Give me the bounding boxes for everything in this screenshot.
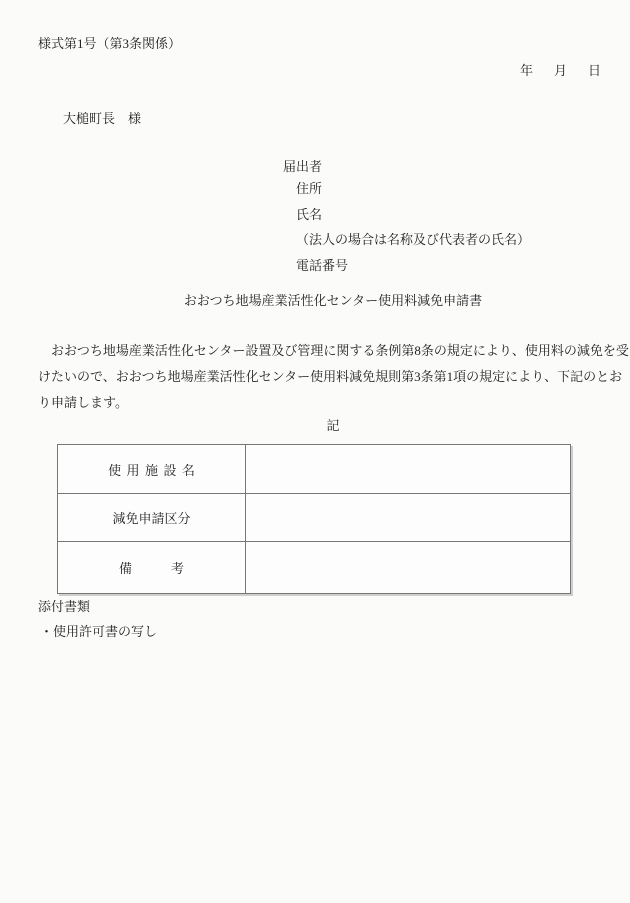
table-row [58,542,571,594]
exemption-category-label: 減免申請区分 [58,494,246,542]
ki-heading: 記 [326,418,340,433]
date-day-label: 日 [587,63,601,78]
facility-name-label: 使用施設名 [58,445,246,494]
application-table [57,444,571,594]
body-line: けたいので、おおつち地場産業活性化センター使用料減免規則第3条第1項の規定により、下記のとお [38,369,623,384]
facility-name-value-cell [246,445,571,494]
body-paragraph [38,338,629,416]
date-line [0,60,601,79]
applicant-fields [296,176,530,278]
attachments-heading: 添付書類 [38,599,91,614]
applicant-field-phone: 電話番号 [296,257,349,273]
date-month-label: 月 [553,63,567,78]
remarks-label: 備 考 [58,542,246,594]
form-number: 様式第1号（第3条関係） [38,36,182,51]
addressee: 大槌町長 様 [63,111,142,126]
document-title: おおつち地場産業活性化センター使用料減免申請書 [183,293,483,308]
body-line: おおつち地場産業活性化センター設置及び管理に関する条例第8条の規定により、使用料の減免を受 [38,343,629,358]
date-year-label: 年 [519,63,533,78]
table-row [58,494,571,542]
table-row [58,445,571,494]
attachment-item: ・使用許可書の写し [40,624,158,639]
remarks-value-cell [246,542,571,594]
body-line: り申請します。 [38,395,128,410]
applicant-field-name: 氏名 [296,206,323,222]
applicant-field-address: 住所 [296,181,323,196]
exemption-category-value-cell [246,494,571,542]
applicant-field-corporate-note: （法人の場合は名称及び代表者の氏名） [296,232,531,248]
applicant-label: 届出者 [283,159,323,174]
